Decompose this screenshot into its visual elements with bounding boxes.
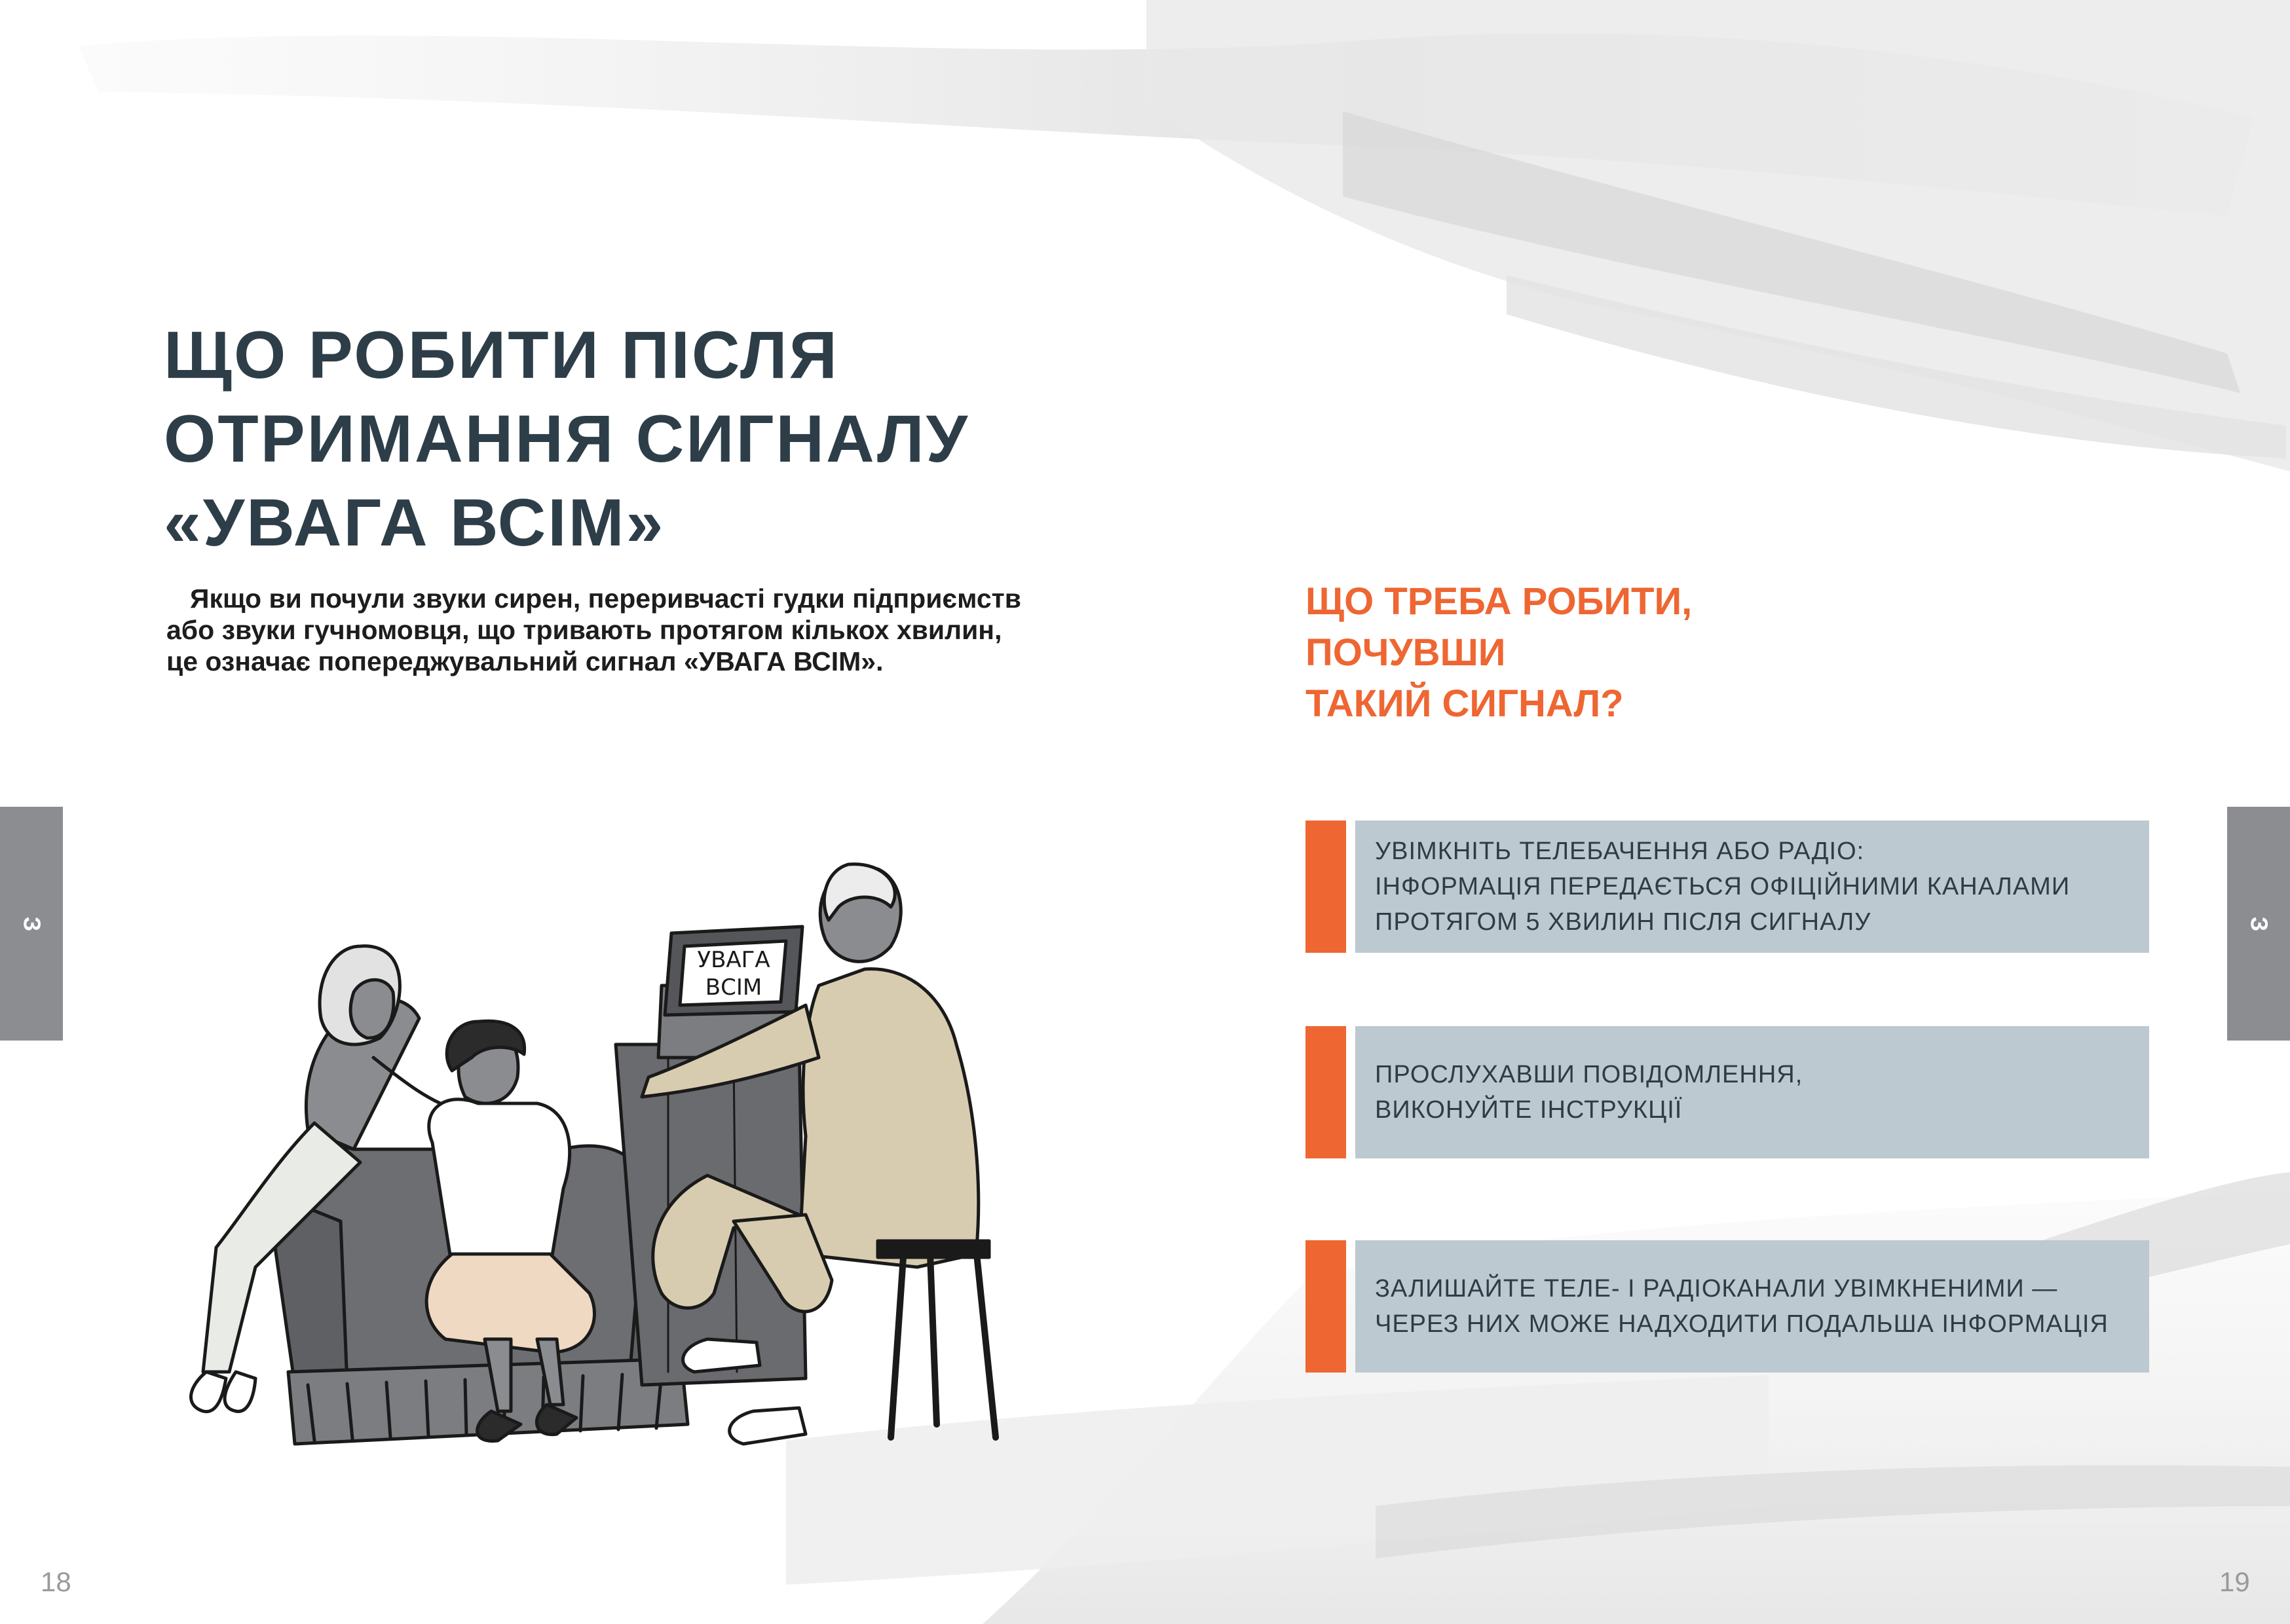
question-line: ЩО ТРЕБА РОБИТИ, [1305, 580, 1693, 623]
card-line: ПРОСЛУХАВШИ ПОВІДОМЛЕННЯ, [1375, 1061, 1803, 1088]
title-line: «УВАГА ВСІМ» [164, 485, 666, 560]
instruction-card [1305, 1240, 2149, 1373]
page-title [164, 313, 1146, 564]
section-question [1305, 576, 1961, 729]
card-line: ПРОТЯГОМ 5 ХВИЛИН ПІСЛЯ СИГНАЛУ [1375, 908, 1871, 936]
section-tab-right [2227, 807, 2290, 1041]
instruction-card [1305, 1026, 2149, 1158]
card-body [1355, 1026, 2149, 1158]
card-line: УВІМКНІТЬ ТЕЛЕБАЧЕННЯ АБО РАДІО: [1375, 838, 1865, 865]
card-accent-bar [1305, 1240, 1346, 1373]
intro-line: або звуки гучномовця, що тривають протягом кількох хвилин, [166, 615, 1002, 645]
section-tab-left [0, 807, 63, 1041]
intro-line: це означає попереджувальний сигнал «УВАГА ВСІМ». [166, 646, 884, 676]
card-line: ВИКОНУЙТЕ ІНСТРУКЦІЇ [1375, 1096, 1683, 1124]
card-line: ІНФОРМАЦІЯ ПЕРЕДАЄТЬСЯ ОФІЦІЙНИМИ КАНАЛАМИ [1375, 873, 2071, 900]
intro-paragraph [166, 583, 1097, 677]
card-accent-bar [1305, 1026, 1346, 1158]
instruction-card [1305, 821, 2149, 953]
intro-line: Якщо ви почули звуки сирен, переривчасті гудки підприємств [190, 583, 1021, 614]
title-line: ОТРИМАННЯ СИГНАЛУ [164, 401, 969, 476]
question-line: ТАКИЙ СИГНАЛ? [1305, 682, 1624, 725]
card-body [1355, 1240, 2149, 1373]
card-body [1355, 821, 2149, 953]
card-accent-bar [1305, 821, 1346, 953]
card-line: ЗАЛИШАЙТЕ ТЕЛЕ- І РАДІОКАНАЛИ УВІМКНЕНИМИ — [1375, 1275, 2058, 1302]
question-line: ПОЧУВШИ [1305, 631, 1506, 674]
page-number-left: 18 [41, 1566, 71, 1597]
page-number-right: 19 [2219, 1566, 2250, 1597]
people-listening-radio-illustration [144, 796, 1074, 1490]
radio-screen-line: УВАГА [697, 947, 770, 973]
card-line: ЧЕРЕЗ НИХ МОЖЕ НАДХОДИТИ ПОДАЛЬША ІНФОРМАЦІЯ [1375, 1310, 2109, 1338]
radio-screen-line: ВСІМ [705, 974, 762, 1001]
title-line: ЩО РОБИТИ ПІСЛЯ [164, 318, 839, 392]
section-tab-label: З [2245, 916, 2272, 931]
section-tab-label: З [18, 916, 45, 931]
